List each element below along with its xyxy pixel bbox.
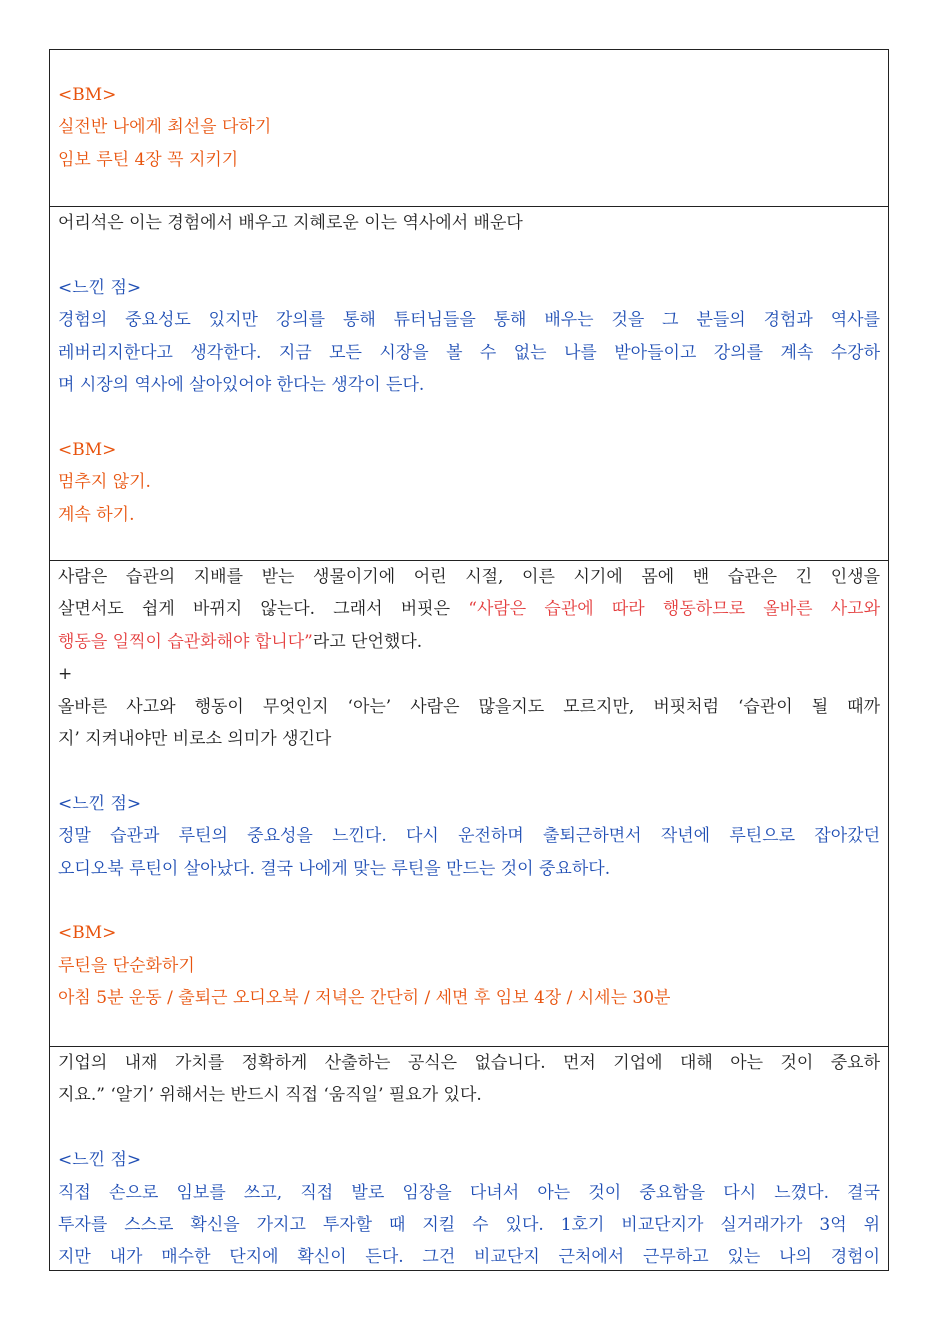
bm-tag: <BM> xyxy=(58,85,117,105)
highlight-quote: 행동을 일찍이 습관화해야 합니다” xyxy=(58,631,313,652)
book-quote: 지’ 지켜내야만 비로소 의미가 생긴다 xyxy=(58,729,332,750)
feel-tag: <느낀 점> xyxy=(58,1150,142,1171)
spacer xyxy=(58,1112,880,1144)
bm-tag: <BM> xyxy=(58,439,117,460)
feel-line: 직접 손으로 임보를 쓰고, 직접 발로 임장을 다녀서 아는 것이 중요함을 다시 느꼈다. 결국 xyxy=(58,1182,880,1203)
feel-line: 정말 습관과 루틴의 중요성을 느낀다. 다시 운전하며 출퇴근하면서 작년에 루틴으로 잡아갔던 xyxy=(58,826,880,847)
book-quote-text: 라고 단언했다. xyxy=(312,631,423,652)
spacer xyxy=(58,885,880,917)
book-quote-mixed xyxy=(58,626,880,658)
feel-line: 오디오북 루틴이 살아났다. 결국 나에게 맞는 루틴을 만드는 것이 중요하다. xyxy=(58,858,611,879)
feel-line: 레버리지한다고 생각한다. 지금 모든 시장을 볼 수 없는 나를 받아들이고 강의를 계속 수강하 xyxy=(58,342,880,363)
book-quote: 올바른 사고와 행동이 무엇인지 ‘아는’ 사람은 많을지도 모르지만, 버핏처럼 ‘습관이 될 때까 xyxy=(58,696,880,717)
highlight-quote: “사람은 습관에 따라 행동하므로 올바른 사고와 xyxy=(468,599,880,620)
feel-tag: <느낀 점> xyxy=(58,793,142,814)
bm-line: 실전반 나에게 최선을 다하기 xyxy=(58,117,272,138)
plus-sign: + xyxy=(58,664,73,685)
table-cell-4 xyxy=(50,1046,888,1270)
bm-line: 아침 5분 운동 / 출퇴근 오디오북 / 저녁은 간단히 / 세면 후 임보 4장 / 시세는 30분 xyxy=(58,988,671,1009)
bm-line: 계속 하기. xyxy=(58,504,135,525)
feel-line: 경험의 중요성도 있지만 강의를 통해 튜터님들을 통해 배우는 것을 그 분들의 경험과 역사를 xyxy=(58,310,880,331)
table-cell-3 xyxy=(50,560,888,1046)
spacer xyxy=(58,755,880,787)
spacer xyxy=(58,401,880,433)
feel-line: 며 시장의 역사에 살아있어야 한다는 생각이 든다. xyxy=(58,375,425,396)
bm-line: 루틴을 단순화하기 xyxy=(58,955,195,976)
feel-line: 투자를 스스로 확신을 가지고 투자할 때 지킬 수 있다. 1호기 비교단지가 실거래가가 3억 위 xyxy=(58,1215,880,1236)
book-quote: 어리석은 이는 경험에서 배우고 지혜로운 이는 역사에서 배운다 xyxy=(58,213,523,233)
table-cell-2 xyxy=(50,206,888,560)
book-quote: 기업의 내재 가치를 정확하게 산출하는 공식은 없습니다. 먼저 기업에 대해 아는 것이 중요하 xyxy=(58,1053,880,1073)
book-quote: 지요.” ‘알기’ 위해서는 반드시 직접 ‘움직일’ 필요가 있다. xyxy=(58,1085,482,1106)
book-quote-mixed xyxy=(58,593,880,625)
book-quote: 사람은 습관의 지배를 받는 생물이기에 어린 시절, 이른 시기에 몸에 밴 습관은 긴 인생을 xyxy=(58,567,880,587)
bm-line: 멈추지 않기. xyxy=(58,472,151,493)
spacer xyxy=(58,239,880,271)
feel-tag: <느낀 점> xyxy=(58,277,142,298)
bm-line: 임보 루틴 4장 꼭 지키기 xyxy=(58,149,239,170)
table-cell-1 xyxy=(50,50,888,206)
reflection-table xyxy=(49,49,889,1271)
bm-tag: <BM> xyxy=(58,923,117,944)
book-quote-text: 살면서도 쉽게 바뀌지 않는다. 그래서 버핏은 xyxy=(58,599,469,620)
feel-line: 지만 내가 매수한 단지에 확신이 든다. 그건 비교단지 근처에서 근무하고 있는 나의 경험이 xyxy=(58,1247,880,1268)
